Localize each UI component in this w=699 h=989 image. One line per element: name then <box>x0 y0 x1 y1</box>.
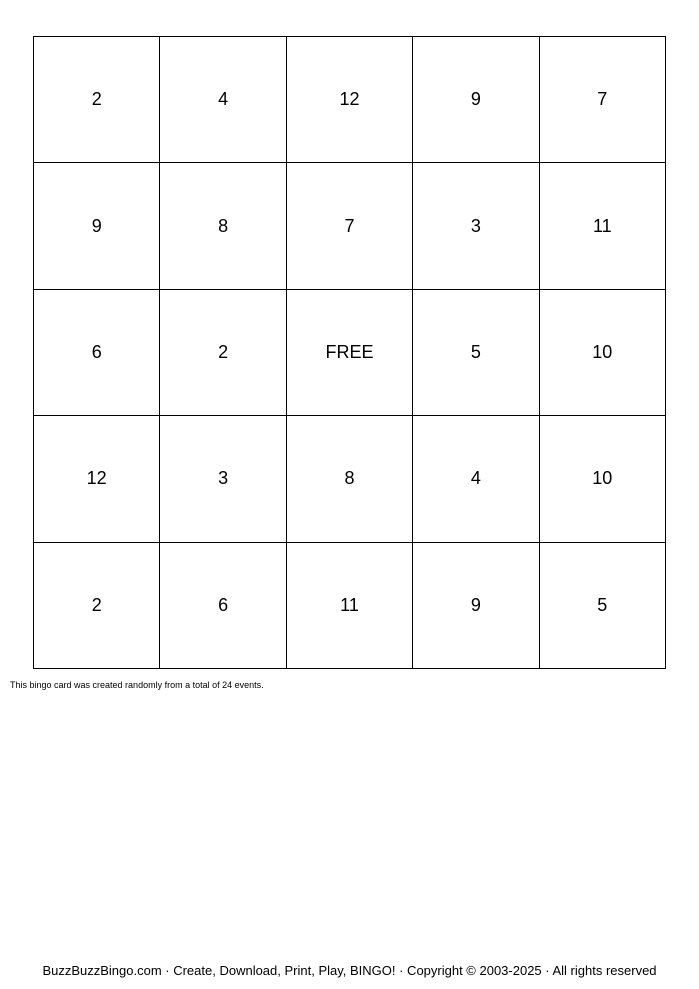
bingo-cell: 4 <box>160 37 286 163</box>
bingo-cell: 6 <box>34 290 160 416</box>
bingo-cell: 11 <box>287 543 413 669</box>
bingo-cell: 8 <box>160 163 286 289</box>
bingo-cell: 3 <box>160 416 286 542</box>
bingo-cell: 2 <box>34 543 160 669</box>
page-footer: BuzzBuzzBingo.com · Create, Download, Print, Play, BINGO! · Copyright © 2003-2025 · All rights reserved <box>42 963 657 978</box>
bingo-cell: 9 <box>413 37 539 163</box>
bingo-card-grid <box>33 36 666 669</box>
bingo-cell: 7 <box>540 37 666 163</box>
free-space-cell: FREE <box>287 290 413 416</box>
card-footnote: This bingo card was created randomly from a total of 24 events. <box>10 680 264 690</box>
bingo-cell: 9 <box>34 163 160 289</box>
bingo-cell: 10 <box>540 290 666 416</box>
bingo-cell: 10 <box>540 416 666 542</box>
bingo-cell: 11 <box>540 163 666 289</box>
bingo-cell: 5 <box>413 290 539 416</box>
bingo-cell: 8 <box>287 416 413 542</box>
bingo-cell: 3 <box>413 163 539 289</box>
bingo-cell: 7 <box>287 163 413 289</box>
bingo-cell: 12 <box>34 416 160 542</box>
bingo-cell: 12 <box>287 37 413 163</box>
bingo-cell: 2 <box>160 290 286 416</box>
bingo-cell: 4 <box>413 416 539 542</box>
bingo-cell: 2 <box>34 37 160 163</box>
bingo-cell: 5 <box>540 543 666 669</box>
bingo-cell: 9 <box>413 543 539 669</box>
bingo-cell: 6 <box>160 543 286 669</box>
